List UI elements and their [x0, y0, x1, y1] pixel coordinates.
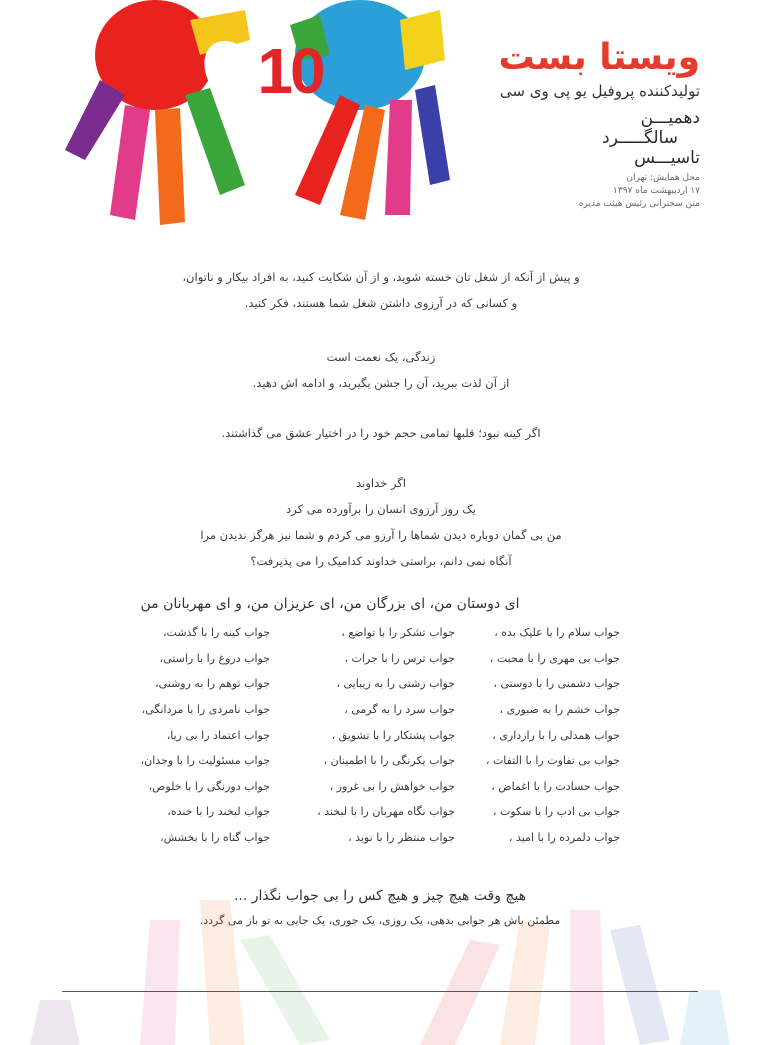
- speech-caption: متن سخنرانی رئیس هیئت مدیره: [578, 199, 700, 209]
- answer-phrase: جواب مسئولیت را با وجدان،: [140, 754, 270, 768]
- text-line: زندگی، یک نعمت است: [326, 350, 436, 364]
- answer-phrase: جواب خشم را به صبوری ،: [499, 703, 620, 717]
- brand-tagline: تولیدکننده پروفیل یو پی وی سی: [499, 82, 700, 100]
- answer-phrase: جواب بی تفاوت را با التفات ،: [485, 754, 620, 768]
- answer-row: [70, 799, 620, 825]
- anniversary-title: [470, 108, 700, 168]
- answer-phrase: جواب نگاه مهربان را با لبخند ،: [317, 805, 455, 819]
- answer-phrase: جواب دروغ را با راستی،: [159, 651, 270, 665]
- footer-divider: [62, 991, 698, 992]
- answer-row: [70, 748, 620, 774]
- answer-row: [70, 825, 620, 851]
- answer-phrase: جواب کینه را با گذشت،: [162, 626, 270, 640]
- event-date: ۱۷ اردیبهشت ماه ۱۳۹۷: [613, 186, 700, 196]
- brand-logo-name: ویستا بست: [498, 37, 700, 78]
- answer-phrase: جواب لبخند را با خنده،: [167, 805, 270, 819]
- answer-row: [70, 697, 620, 723]
- hero-hands-illustration: [40, 0, 460, 235]
- answer-phrase: جواب اعتماد را بی ریا،: [166, 728, 270, 742]
- answer-row: [70, 646, 620, 672]
- closing-title: هیچ وقت هیچ چیز و هیچ کس را بی جواب نگذار ...: [233, 888, 527, 904]
- text-line: از آن لذت ببرید، آن را جشن بگیرید، و ادامه اش دهید.: [252, 376, 510, 390]
- friends-section: [70, 596, 620, 850]
- paragraph-god: [70, 470, 692, 574]
- answer-row: [70, 774, 620, 800]
- text-line: اگر کینه نبود؛ قلبها تمامی حجم خود را در اختیار عشق می گذاشتند.: [221, 426, 541, 440]
- answer-phrase: جواب بی مهری را با محبت ،: [489, 651, 620, 665]
- answer-row: [70, 722, 620, 748]
- answer-phrase: جواب بی ادب را با سکوت ،: [492, 805, 620, 819]
- answer-phrase: جواب گناه را با بخشش،: [160, 831, 270, 845]
- faded-hands-background: [0, 880, 762, 1045]
- faded-hands-image: [0, 880, 762, 1045]
- anniversary-line: تاسیـــس: [634, 148, 700, 168]
- event-location: محل همایش: تهران: [626, 173, 700, 183]
- text-line: و کسانی که در آرزوی داشتن شغل شما هستند، فکر کنید.: [244, 296, 518, 310]
- answer-row: [70, 620, 620, 646]
- speech-body: [70, 264, 692, 574]
- answer-phrase: جواب منتظر را با نوید ،: [348, 831, 455, 845]
- answer-phrase: جواب ترس را با جرات ،: [344, 651, 455, 665]
- answer-phrase: جواب حسادت را با اغماض ،: [491, 779, 620, 793]
- answer-phrase: جواب توهم را به روشنی،: [155, 677, 270, 691]
- paragraph-hatred: [70, 420, 692, 446]
- answer-phrase: جواب یکرنگی را با اطمینان ،: [323, 754, 455, 768]
- anniversary-line: سالگـــــرد: [602, 128, 678, 148]
- text-line: من بی گمان دوباره دیدن شماها را آرزو می کردم و شما نیز هرگز ندیدن مرا: [200, 528, 562, 542]
- text-line: آنگاه نمی دانم، براستی خداوند کدامیک را می پذیرفت؟: [250, 554, 512, 568]
- answer-phrase: جواب همدلی را با رازداری ،: [492, 728, 620, 742]
- answer-phrase: جواب سرد را به گرمی ،: [344, 703, 455, 717]
- answer-phrase: جواب زشتی را به زیبایی ،: [336, 677, 455, 691]
- anniversary-line: دهمیـــن: [640, 108, 700, 128]
- answer-phrase: جواب دشمنی را با دوستی ،: [493, 677, 620, 691]
- text-line: اگر خداوند: [356, 476, 406, 490]
- event-meta: [470, 172, 700, 211]
- text-line: و پیش از آنکه از شغل تان خسته شوید، و از آن شکایت کنید، به افراد بیکار و ناتوان،: [182, 270, 580, 284]
- answer-phrase: جواب نامردی را با مردانگی،: [141, 703, 270, 717]
- answer-phrase: جواب خواهش را بی غرور ،: [329, 779, 455, 793]
- anniversary-number-badge: 10: [257, 35, 323, 107]
- answer-phrase: جواب دلمرده را با امید ،: [508, 831, 620, 845]
- text-line: یک روز آرزوی انسان را برآورده می کرد: [286, 502, 476, 516]
- answer-phrase: جواب سلام را با علیک بده ،: [494, 626, 620, 640]
- brand-block: [470, 36, 700, 211]
- paragraph-life: [70, 344, 692, 396]
- answer-phrase: جواب تشکر را با تواضع ،: [341, 626, 455, 640]
- paragraph-work: [70, 264, 692, 316]
- answer-phrase: جواب پشتکار را با تشویق ،: [331, 728, 455, 742]
- answer-phrase: جواب دورنگی را با خلوص،: [148, 779, 270, 793]
- friends-title: ای دوستان من، ای بزرگان من، ای عزیزان من، و ای مهربانان من: [140, 596, 520, 612]
- answer-row: [70, 671, 620, 697]
- closing-text: مطمئن باش هر جوابی بدهی، یک روزی، یک جوری، یک جایی به تو باز می گردد.: [199, 914, 561, 927]
